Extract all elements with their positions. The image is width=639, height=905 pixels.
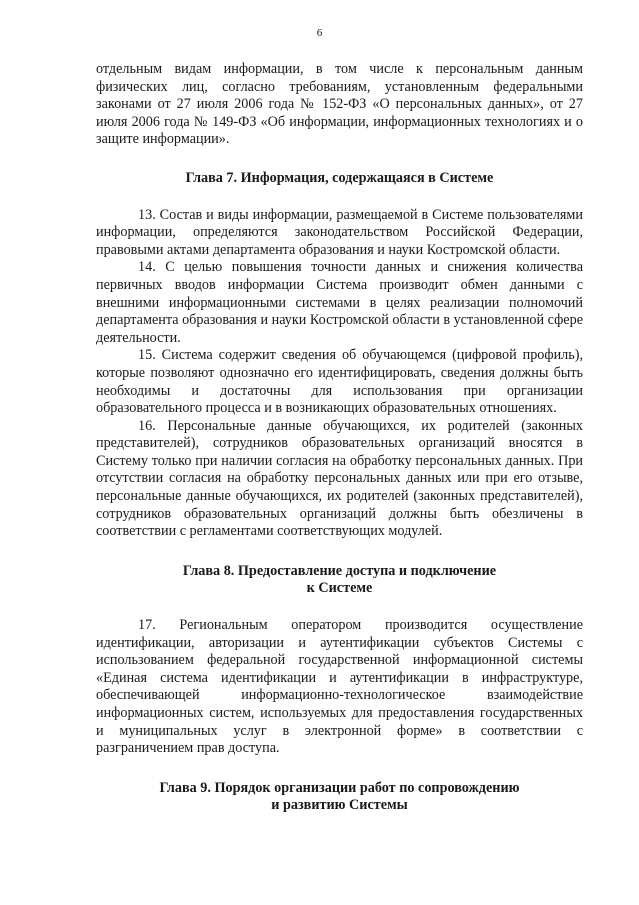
chapter-9-title-line-2: и развитию Системы bbox=[271, 797, 408, 814]
chapter-8-title-line-1: Глава 8. Предоставление доступа и подключение bbox=[182, 562, 497, 579]
paragraph-15: 15. Система содержит сведения об обучающемся (цифровой профиль), которые позволяют однозначно его идентифицировать, сведения должны быть необходимы и достаточны для использования при организации образовательного процесса и в возникающих образовательных отношениях. bbox=[96, 347, 583, 417]
chapter-8-title bbox=[96, 563, 583, 598]
paragraph-13: 13. Состав и виды информации, размещаемой в Системе пользователями информации, определяются законодательством Российской Федерации, правовыми актами департамента образования и науки Костромской области. bbox=[96, 206, 583, 258]
chapter-8-title-line-2: к Системе bbox=[306, 580, 373, 597]
document-body bbox=[96, 61, 583, 815]
paragraph-16: 16. Персональные данные обучающихся, их родителей (законных представителей), сотрудников образовательных организаций вносятся в Систему только при наличии согласия на обработку персональных данных. При отсутствии согласия на обработку персональных данных или при его отзыве, персональные данные обучающихся, их родителей (законных представителей), сотрудников образовательных организаций должны быть обезличены в соответствии с регламентами соответствующих модулей. bbox=[96, 417, 583, 540]
chapter-7-title-text: Глава 7. Информация, содержащаяся в Системе bbox=[185, 169, 494, 186]
paragraph-14: 14. С целью повышения точности данных и снижения количества первичных вводов информации Система производит обмен данными с внешними информационными системами в целях реализации полномочий департамента образования и науки Костромской области в установленной сфере деятельности. bbox=[96, 259, 583, 346]
chapter-9-title-line-1: Глава 9. Порядок организации работ по сопровождению bbox=[159, 779, 520, 796]
page-number: 6 bbox=[316, 27, 323, 39]
chapter-7-title bbox=[96, 170, 583, 188]
intro-paragraph: отдельным видам информации, в том числе к персональным данным физических лиц, согласно требованиям, установленным федеральными законами от 27 июля 2006 года № 152-ФЗ «О персональных данных», от 27 июля 2006 года № 149-ФЗ «Об информации, информационных технологиях и о защите информации». bbox=[96, 61, 583, 148]
paragraph-17: 17. Региональным оператором производится осуществление идентификации, авторизации и аутентификации субъектов Системы с использованием федеральной государственной информационной системы «Единая система идентификации и аутентификации в инфраструктуре, обеспечивающей информационно-технологическое взаимодействие информационных систем, используемых для предоставления государственных и муниципальных услуг в электронной форме» в соответствии с разграничением прав доступа. bbox=[96, 617, 583, 757]
chapter-9-title bbox=[96, 780, 583, 815]
